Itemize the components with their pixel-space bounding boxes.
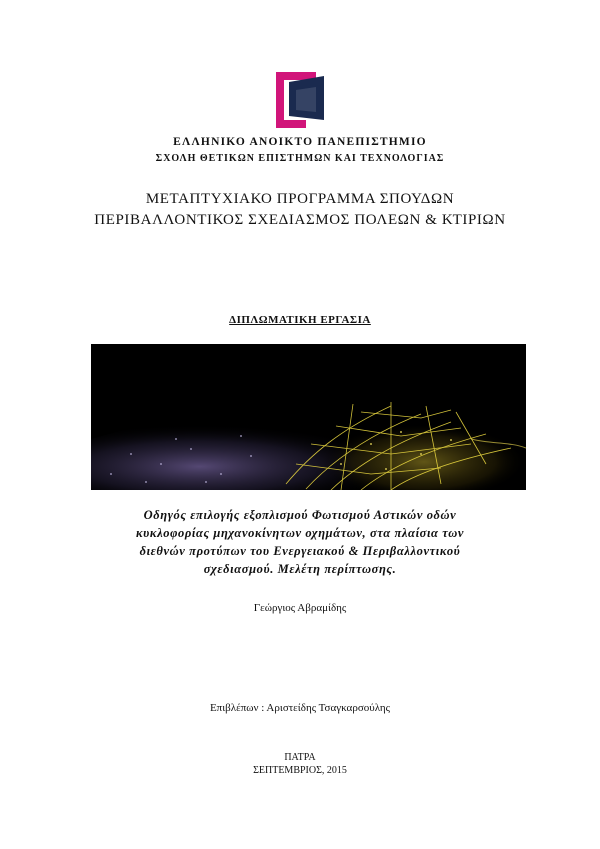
night-city-aerial-image bbox=[91, 344, 526, 490]
supervisor-name: Επιβλέπων : Αριστείδης Τσαγκαρσούλης bbox=[209, 702, 391, 714]
program-subtitle: ΠΕΡΙΒΑΛΛΟΝΤΙΚΟΣ ΣΧΕΔΙΑΣΜΟΣ ΠΟΛΕΩΝ & ΚΤΙΡΙΩΝ bbox=[94, 212, 506, 228]
program-title: ΜΕΤΑΠΤΥΧΙΑΚΟ ΠΡΟΓΡΑΜΜΑ ΣΠΟΥΔΩΝ bbox=[145, 191, 455, 207]
thesis-title-line: σχεδιασμού. Μελέτη περίπτωσης. bbox=[203, 562, 397, 576]
thesis-label: ΔΙΠΛΩΜΑΤΙΚΗ ΕΡΓΑΣΙΑ bbox=[229, 314, 371, 326]
place: ΠΑΤΡΑ bbox=[284, 752, 316, 763]
thesis-title bbox=[0, 506, 600, 578]
thesis-title-line: κυκλοφορίας μηχανοκίνητων οχημάτων, στα πλαίσια των bbox=[135, 526, 465, 540]
date: ΣΕΠΤΕΜΒΡΙΟΣ, 2015 bbox=[253, 765, 347, 776]
author-name: Γεώργιος Αβραμίδης bbox=[253, 602, 347, 614]
thesis-title-line: Οδηγός επιλογής εξοπλισμού Φωτισμού Αστικών οδών bbox=[143, 508, 457, 522]
university-name: ΕΛΛΗΝΙΚΟ ΑΝΟΙΚΤΟ ΠΑΝΕΠΙΣΤΗΜΙΟ bbox=[173, 136, 427, 148]
school-name: ΣΧΟΛΗ ΘΕΤΙΚΩΝ ΕΠΙΣΤΗΜΩΝ ΚΑΙ ΤΕΧΝΟΛΟΓΙΑΣ bbox=[155, 153, 445, 164]
thesis-title-line: διεθνών προτύπων του Ενεργειακού & Περιβαλλοντικού bbox=[139, 544, 461, 558]
university-logo-icon bbox=[276, 72, 326, 128]
